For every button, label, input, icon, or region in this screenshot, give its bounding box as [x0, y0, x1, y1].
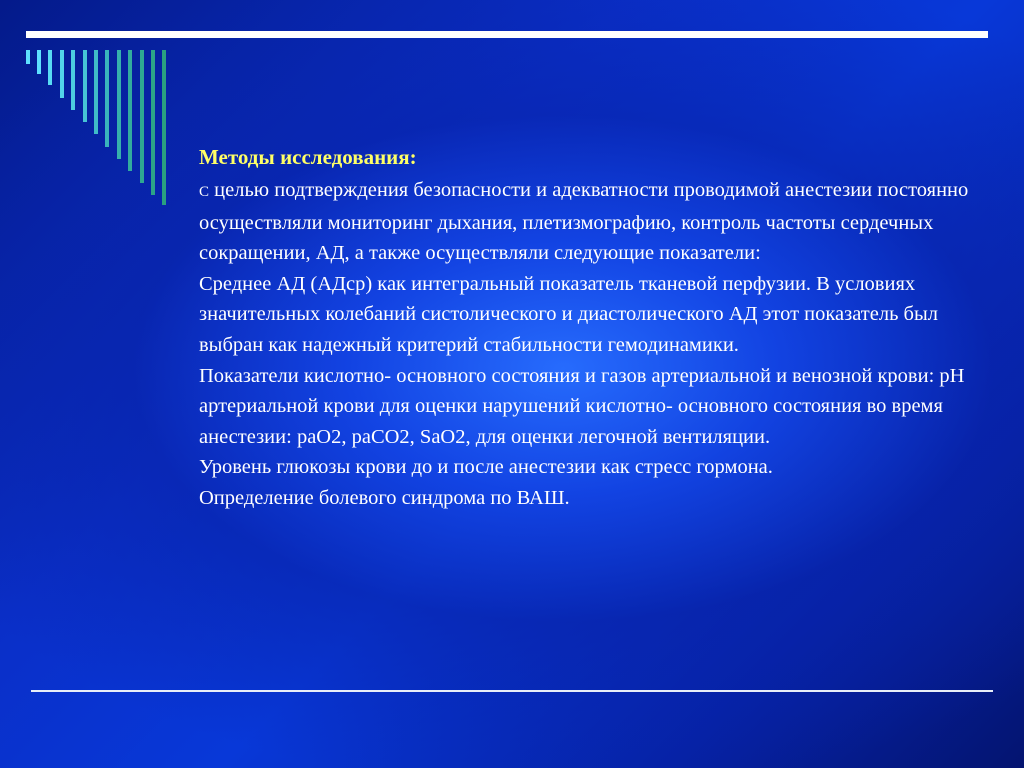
intro-paragraph	[199, 175, 979, 269]
stripe	[162, 50, 166, 205]
stripe	[94, 50, 98, 134]
stripe	[140, 50, 144, 183]
stripe	[48, 50, 52, 85]
intro-text: целью подтверждения безопасности и адекватности проводимой анестезии постоянно осуществляли мониторинг дыхания, плетизмографию, контроль частоты сердечных сокращении, АД, а также осуществляли следующие показатели:	[199, 179, 969, 265]
decorative-stripes	[0, 0, 180, 220]
intro-first-letter: С	[199, 184, 210, 200]
stripe	[105, 50, 109, 147]
paragraph-pain-scale: Определение болевого синдрома по ВАШ.	[199, 486, 570, 509]
bottom-rule	[31, 690, 993, 692]
stripe	[151, 50, 155, 195]
slide-body	[199, 142, 979, 514]
stripe	[60, 50, 64, 98]
stripe	[26, 50, 30, 64]
slide-heading: Методы исследования:	[199, 145, 417, 169]
stripe	[117, 50, 121, 159]
paragraph-mean-pressure: Среднее АД (АДср) как интегральный показатель тканевой перфузии. В условиях значительных колебаний систолического и диастолического АД этот показатель был выбран как надежный критерий стабильности гемодинамики.	[199, 272, 938, 356]
stripe	[128, 50, 132, 171]
paragraph-glucose: Уровень глюкозы крови до и после анестезии как стресс гормона.	[199, 456, 773, 479]
stripe	[37, 50, 41, 74]
stripe	[83, 50, 87, 122]
paragraph-acid-base: Показатели кислотно- основного состояния и газов артериальной и венозной крови: рН артериальной крови для оценки нарушений кислотно- основного состояния во время анестезии: раО2, раСО2, SaO2, для оценки легочной вентиляции.	[199, 364, 965, 448]
stripe	[71, 50, 75, 110]
